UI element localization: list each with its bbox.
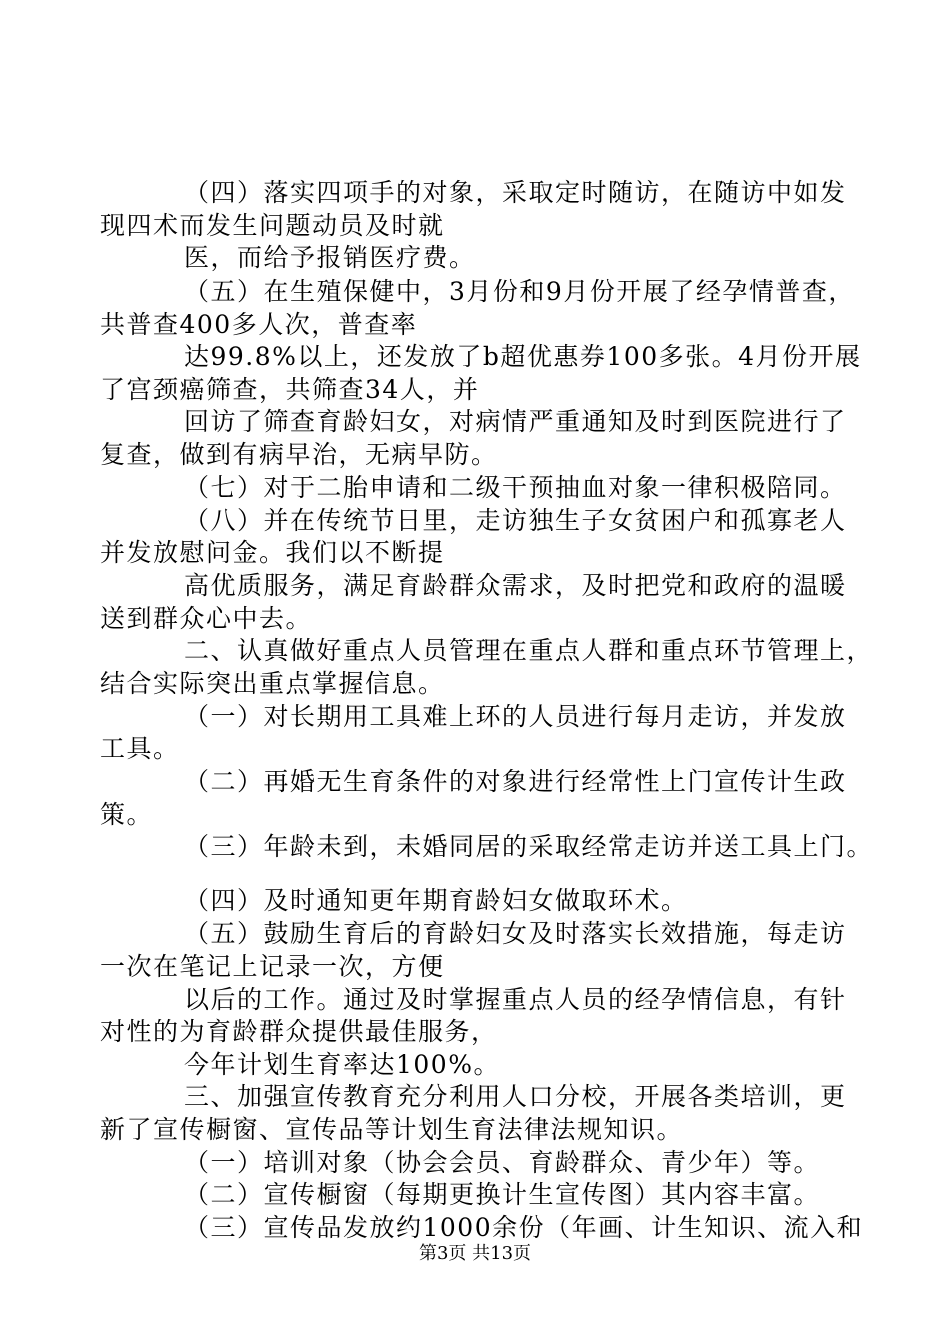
text-line: 二、认真做好重点人员管理在重点人群和重点环节管理上，	[184, 636, 874, 665]
text-line: 达99.8%以上，还发放了b超优惠券100多张。4月份开展	[184, 342, 862, 371]
text-line: 对性的为育龄群众提供最佳服务，	[100, 1017, 498, 1046]
text-line: （二）再婚无生育条件的对象进行经常性上门宣传计生政	[184, 767, 847, 796]
text-line: 今年计划生育率达100%。	[184, 1050, 500, 1079]
text-line: 高优质服务，满足育龄群众需求，及时把党和政府的温暖	[184, 571, 847, 600]
text-line: （四）落实四项手的对象，采取定时随访，在随访中如发	[184, 178, 847, 207]
text-line: 回访了筛查育龄妇女，对病情严重通知及时到医院进行了	[184, 407, 847, 436]
text-line: 了宫颈癌筛查，共筛查34人，并	[100, 375, 480, 404]
text-line: 共普查400多人次，普查率	[100, 310, 418, 339]
page-number-footer: 第3页 共13页	[418, 1243, 532, 1264]
text-line: （五）鼓励生育后的育龄妇女及时落实长效措施，每走访	[184, 919, 847, 948]
text-line: （五）在生殖保健中，3月份和9月份开展了经孕情普查，	[184, 277, 855, 306]
text-line: （一）培训对象（协会会员、育龄群众、青少年）等。	[184, 1148, 821, 1177]
text-line: 工具。	[100, 734, 180, 763]
text-line: 策。	[100, 800, 154, 829]
text-line: 医，而给予报销医疗费。	[184, 243, 476, 272]
text-line: 结合实际突出重点掌握信息。	[100, 669, 445, 698]
text-line: 现四术而发生问题动员及时就	[100, 211, 445, 240]
text-line: （三）宣传品发放约1000余份（年画、计生知识、流入和	[184, 1213, 864, 1242]
text-line: （八）并在传统节日里，走访独生子女贫困户和孤寡老人	[184, 506, 847, 535]
text-line: （三）年龄未到，未婚同居的采取经常走访并送工具上门。	[184, 832, 874, 861]
text-line: （一）对长期用工具难上环的人员进行每月走访，并发放	[184, 702, 847, 731]
text-line: 复查，做到有病早治，无病早防。	[100, 440, 498, 469]
text-line: 三、加强宣传教育充分利用人口分校，开展各类培训，更	[184, 1082, 847, 1111]
text-line: 送到群众心中去。	[100, 604, 313, 633]
text-line: 新了宣传橱窗、宣传品等计划生育法律法规知识。	[100, 1115, 684, 1144]
text-line: 以后的工作。通过及时掌握重点人员的经孕情信息，有针	[184, 985, 847, 1014]
text-line: 并发放慰问金。我们以不断提	[100, 538, 445, 567]
text-line: （二）宣传橱窗（每期更换计生宣传图）其内容丰富。	[184, 1180, 821, 1209]
text-line: 一次在笔记上记录一次，方便	[100, 952, 445, 981]
text-line: （四）及时通知更年期育龄妇女做取环术。	[184, 886, 688, 915]
text-line: （七）对于二胎申请和二级干预抽血对象一律积极陪同。	[184, 473, 847, 502]
